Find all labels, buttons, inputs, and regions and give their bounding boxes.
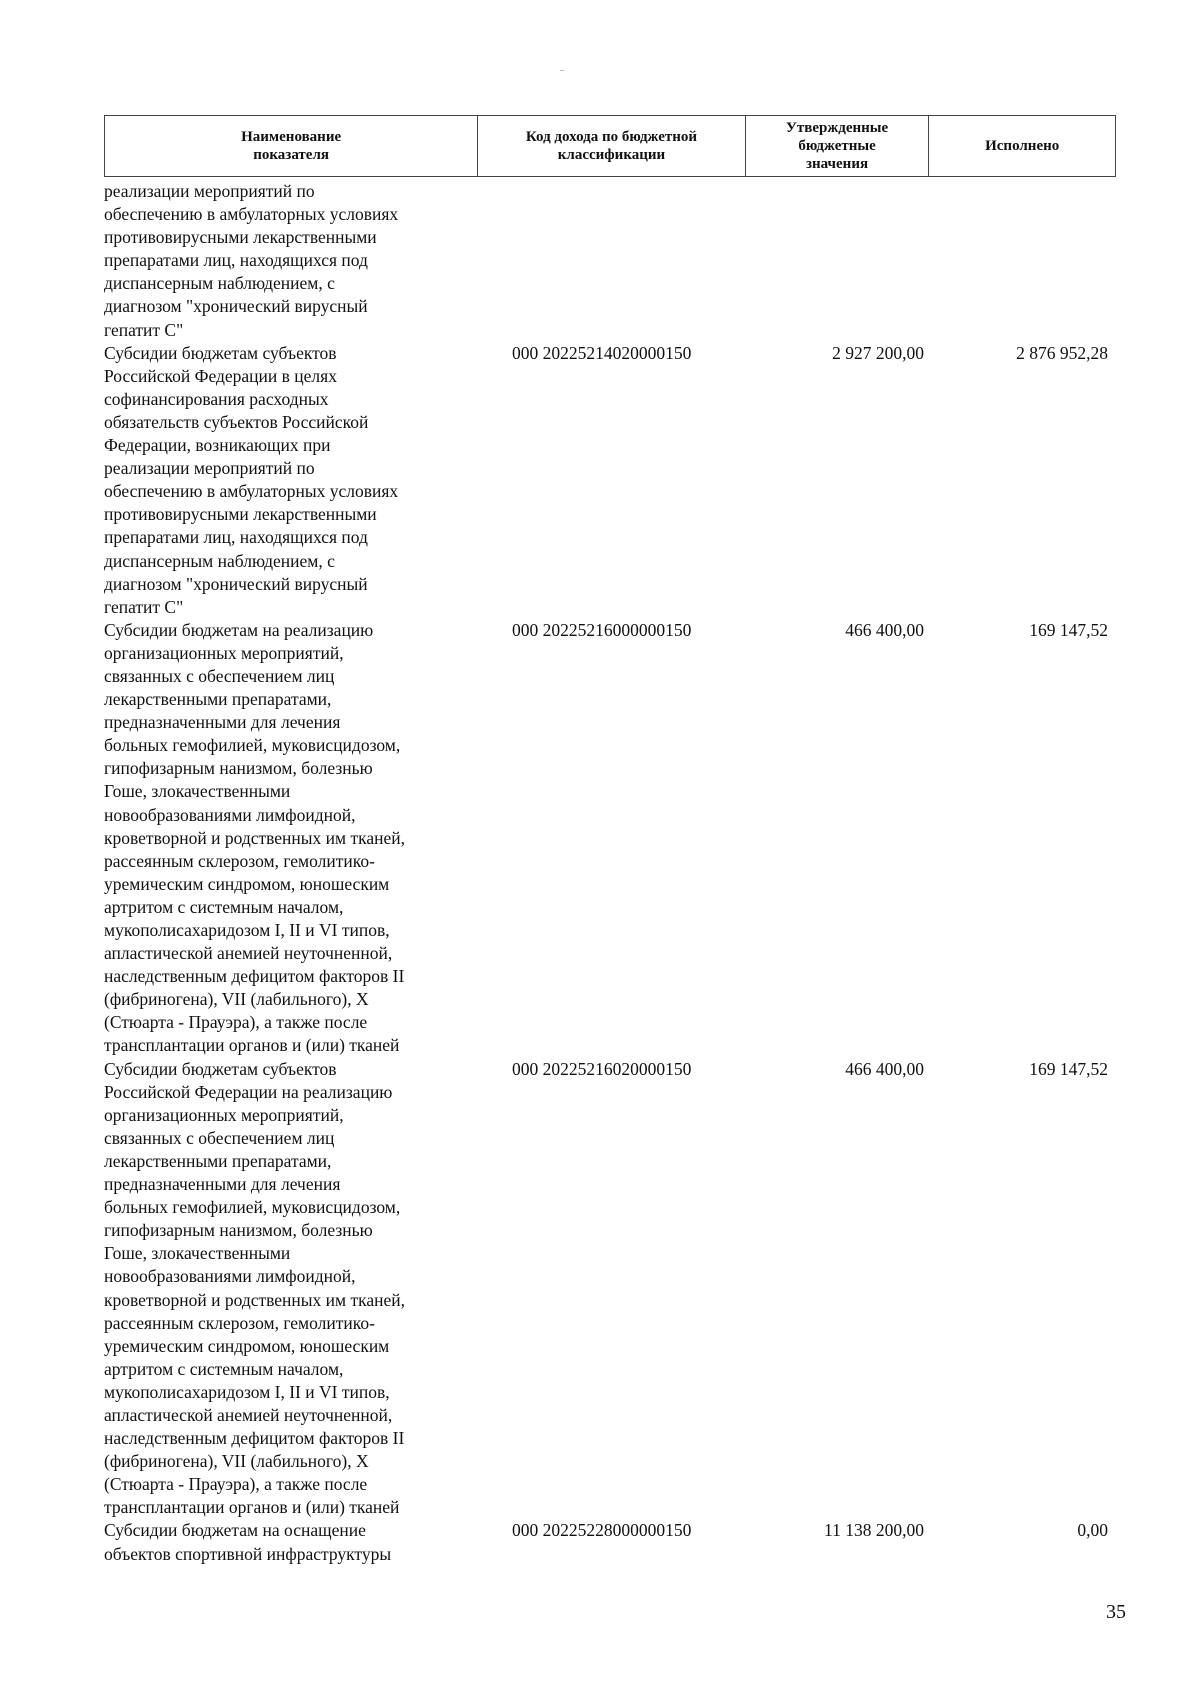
header-indicator-name: Наименование показателя [105,116,478,176]
table-row [104,180,1116,342]
page-number: 35 [1106,1601,1126,1623]
row-income-code: 000 20225214020000150 [512,342,692,363]
row-executed-value: 2 876 952,28 [1016,342,1108,363]
row-executed-value: 169 147,52 [1029,1058,1108,1079]
table-row [104,619,1116,1058]
table-row [104,1519,1116,1565]
table-body [104,180,1116,1566]
row-income-code: 000 20225216000000150 [512,619,692,640]
table-header [104,115,1116,177]
header-income-code: Код дохода по бюджетной классификации [478,116,745,176]
row-approved-value: 466 400,00 [845,619,924,640]
row-indicator-name: Субсидии бюджетам субъектов Российской Федерации на реализацию организационных мероприятий, связанных с обеспечением лиц лекарственными препаратами, предназначенными для лечения больных гемофилией, муковисцидозом, гипофизарным нанизмом, болезнью Гоше, злокачественными новообразованиями лимфоидной, кроветворной и родственных им тканей, рассеянным склерозом, гемолитико- уремическим синдромом, юношеским артритом с системным началом, мукополисахаридозом I, II и VI типов, апластической анемией неуточненной, наследственным дефицитом факторов II (фибриногена), VII (лабильного), X (Стюарта - Прауэра), а также после трансплантации органов и (или) тканей [104,1058,406,1518]
row-income-code: 000 20225228000000150 [512,1520,692,1541]
header-approved-values: Утвержденные бюджетные значения [746,116,930,176]
row-approved-value: 466 400,00 [845,1058,924,1079]
row-approved-value: 2 927 200,00 [832,342,924,363]
table-row [104,1058,1116,1520]
row-executed-value: 169 147,52 [1029,619,1108,640]
row-executed-value: 0,00 [1077,1520,1108,1541]
row-indicator-name: Субсидии бюджетам субъектов Российской Федерации в целях софинансирования расходных обязательств субъектов Российской Федерации, возникающих при реализации мероприятий по обеспечению в амбулаторных условиях противовирусными лекарственными препаратами лиц, находящихся под диспансерным наблюдением, с диагнозом "хронический вирусный гепатит С" [104,342,399,617]
row-indicator-name: Субсидии бюджетам на реализацию организационных мероприятий, связанных с обеспечением лиц лекарственными препаратами, предназначенными для лечения больных гемофилией, муковисцидозом, гипофизарным нанизмом, болезнью Гоше, злокачественными новообразованиями лимфоидной, кроветворной и родственных им тканей, рассеянным склерозом, гемолитико- уремическим синдромом, юношеским артритом с системным началом, мукополисахаридозом I, II и VI типов, апластической анемией неуточненной, наследственным дефицитом факторов II (фибриногена), VII (лабильного), X (Стюарта - Прауэра), а также после трансплантации органов и (или) тканей [104,619,406,1056]
table-row [104,342,1116,619]
row-approved-value: 11 138 200,00 [824,1520,924,1541]
row-income-code: 000 20225216020000150 [512,1058,692,1079]
header-executed: Исполнено [985,138,1060,154]
scan-speck [560,70,564,71]
row-indicator-name: реализации мероприятий по обеспечению в амбулаторных условиях противовирусными лекарственными препаратами лиц, находящихся под диспансерным наблюдением, с диагнозом "хронический вирусный гепатит С" [104,181,399,340]
row-indicator-name: Субсидии бюджетам на оснащение объектов спортивной инфраструктуры [104,1520,392,1564]
